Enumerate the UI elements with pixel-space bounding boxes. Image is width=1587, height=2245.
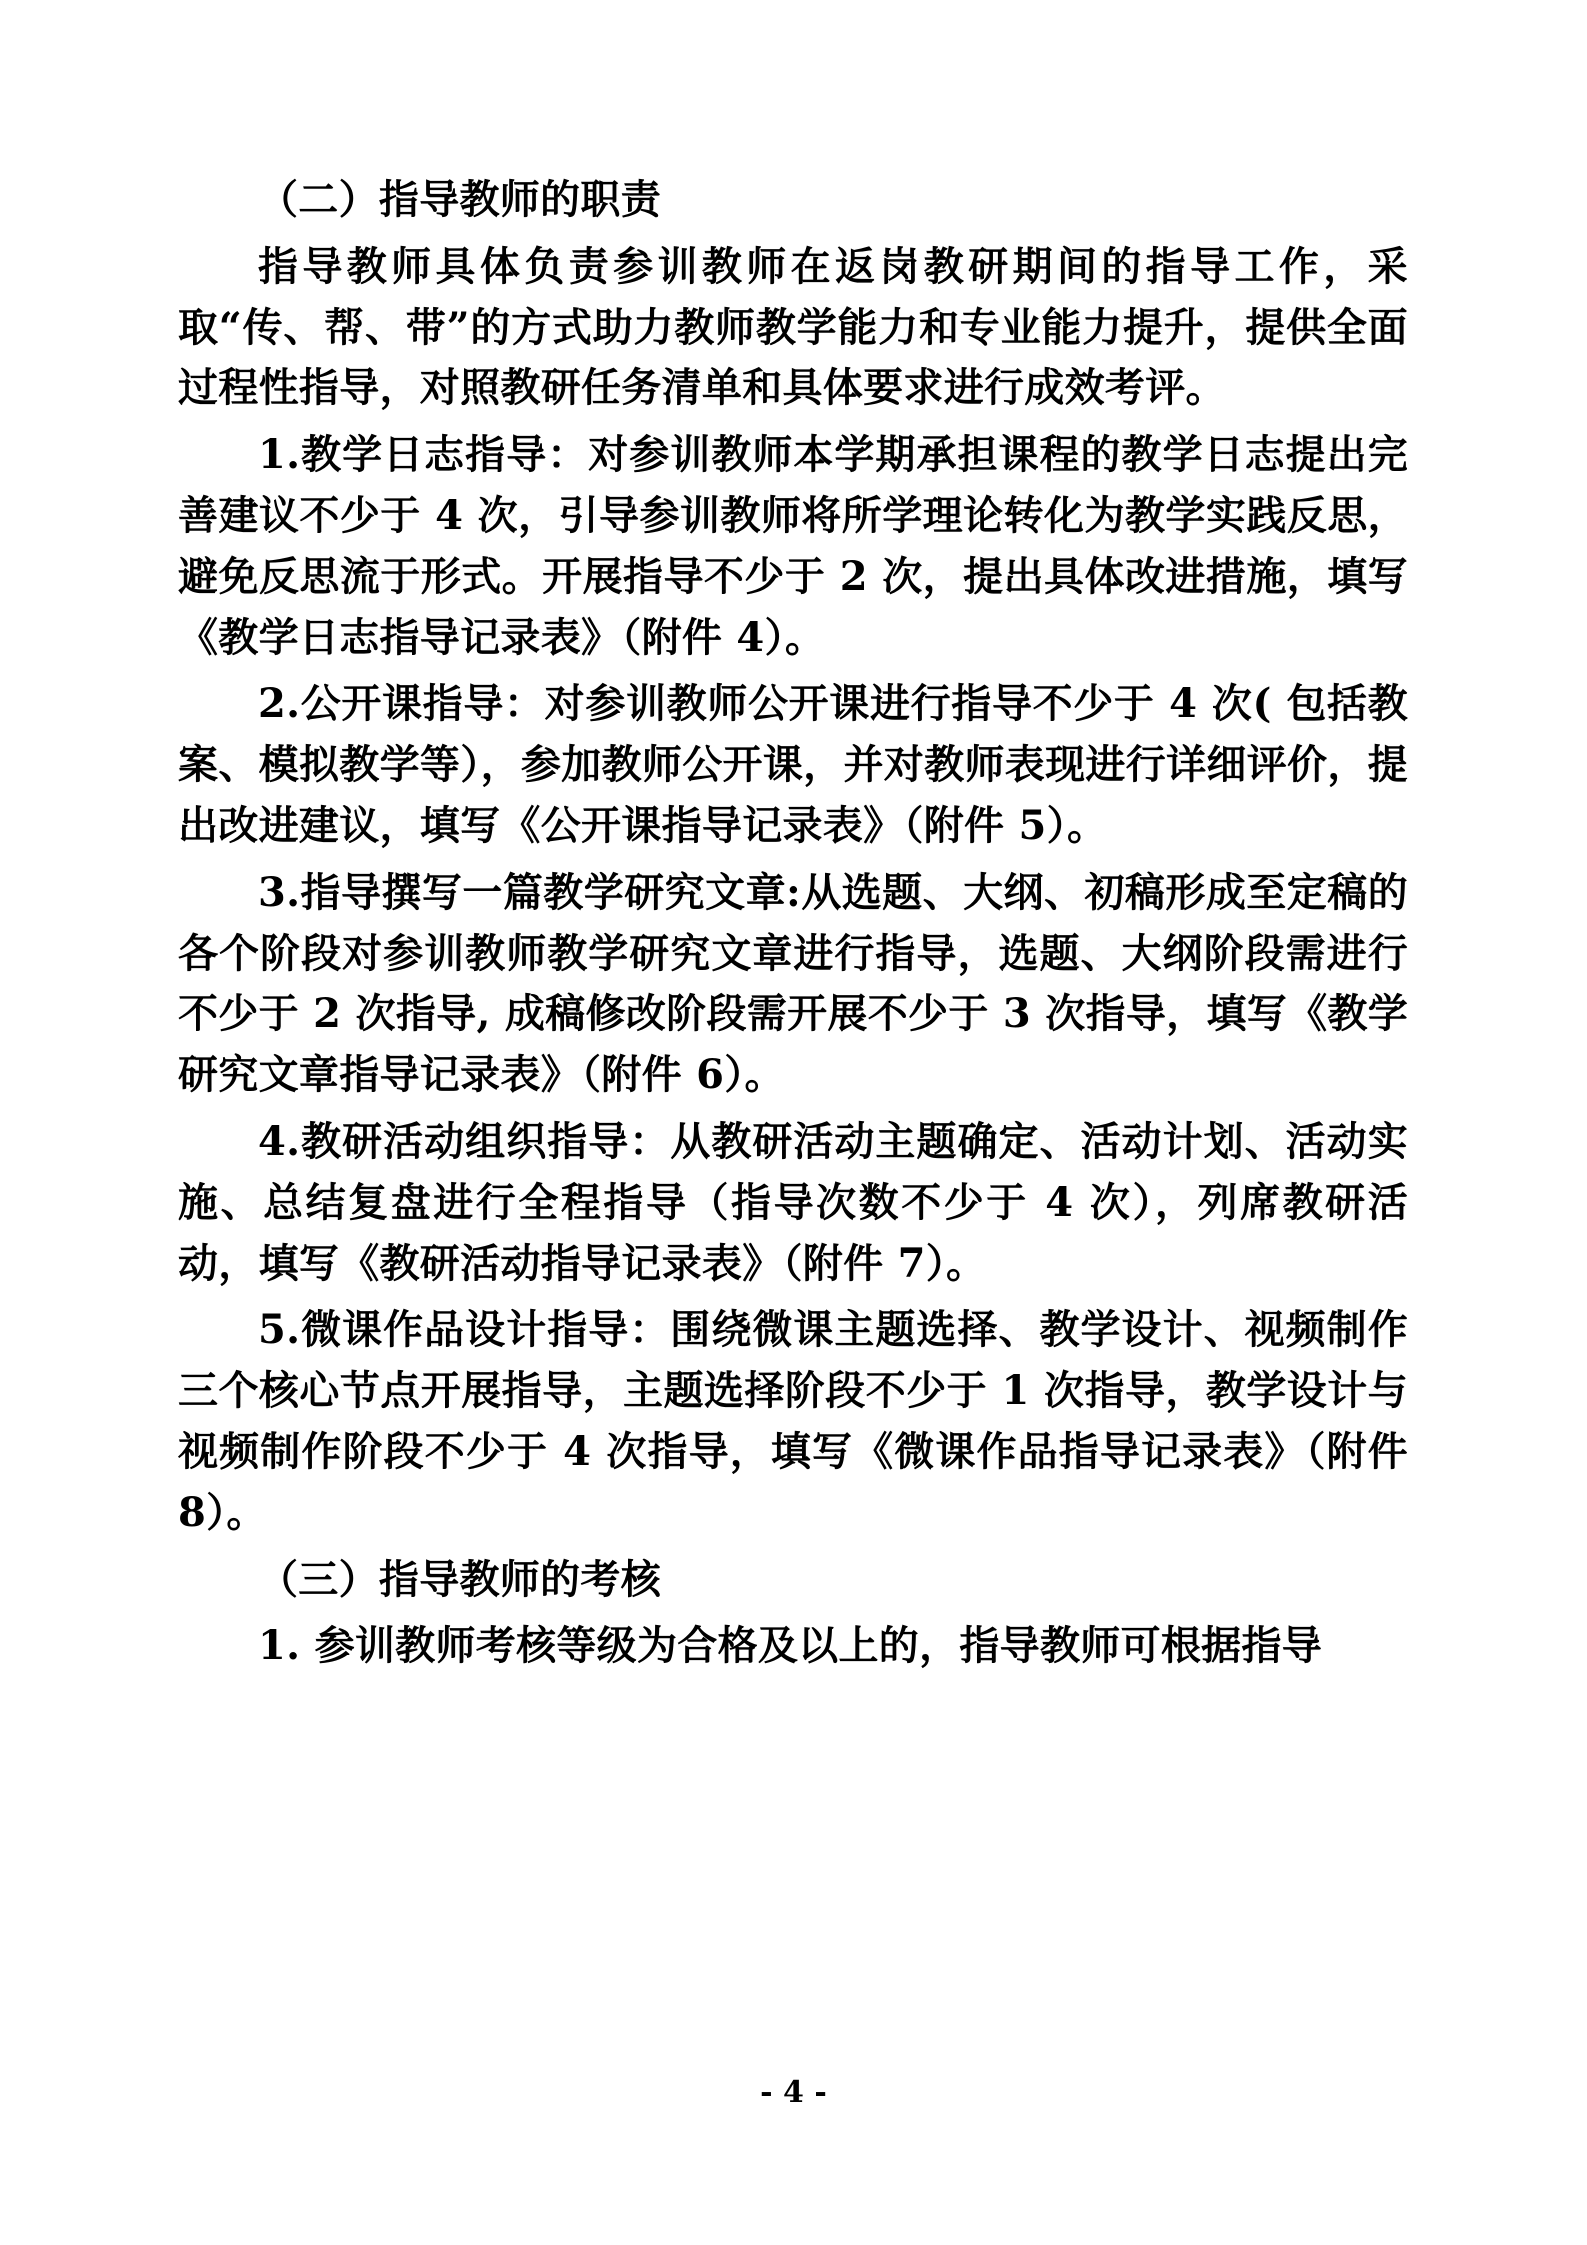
page-content — [178, 170, 1408, 1683]
paragraph-duty-1: 1.教学日志指导：对参训教师本学期承担课程的教学日志提出完善建议不少于 4 次，引导参训教师将所学理论转化为教学实践反思，避免反思流于形式。开展指导不少于 2 次，提出具体改进措施，填写《教学日志指导记录表》（附件 4）。 — [178, 431, 1408, 661]
section-heading-duties: （二）指导教师的职责 — [258, 176, 661, 223]
paragraph-duties-intro: 指导教师具体负责参训教师在返岗教研期间的指导工作，采取“传、帮、带”的方式助力教师教学能力和专业能力提升，提供全面过程性指导，对照教研任务清单和具体要求进行成效考评。 — [178, 242, 1408, 412]
paragraph-assessment-1: 1. 参训教师考核等级为合格及以上的，指导教师可根据指导 — [258, 1622, 1323, 1670]
page-number: - 4 - — [760, 2075, 827, 2110]
paragraph-duty-5: 5.微课作品设计指导：围绕微课主题选择、教学设计、视频制作三个核心节点开展指导，主题选择阶段不少于 1 次指导，教学设计与视频制作阶段不少于 4 次指导，填写《微课作品指导记录表》（附件 8）。 — [178, 1306, 1408, 1536]
paragraph-duty-3: 3.指导撰写一篇教学研究文章:从选题、大纲、初稿形成至定稿的各个阶段对参训教师教学研究文章进行指导，选题、大纲阶段需进行不少于 2 次指导, 成稿修改阶段需开展不少于 3 次指导，填写《教学研究文章指导记录表》（附件 6）。 — [178, 868, 1408, 1099]
paragraph-duty-2: 2.公开课指导：对参训教师公开课进行指导不少于 4 次( 包括教案、模拟教学等），参加教师公开课，并对教师表现进行详细评价，提出改进建议，填写《公开课指导记录表》（附件 5）。 — [178, 680, 1408, 849]
section-heading-assessment: （三）指导教师的考核 — [258, 1555, 661, 1603]
paragraph-duty-4: 4.教研活动组织指导：从教研活动主题确定、活动计划、活动实施、总结复盘进行全程指导（指导次数不少于 4 次），列席教研活动，填写《教研活动指导记录表》（附件 7）。 — [178, 1117, 1408, 1287]
